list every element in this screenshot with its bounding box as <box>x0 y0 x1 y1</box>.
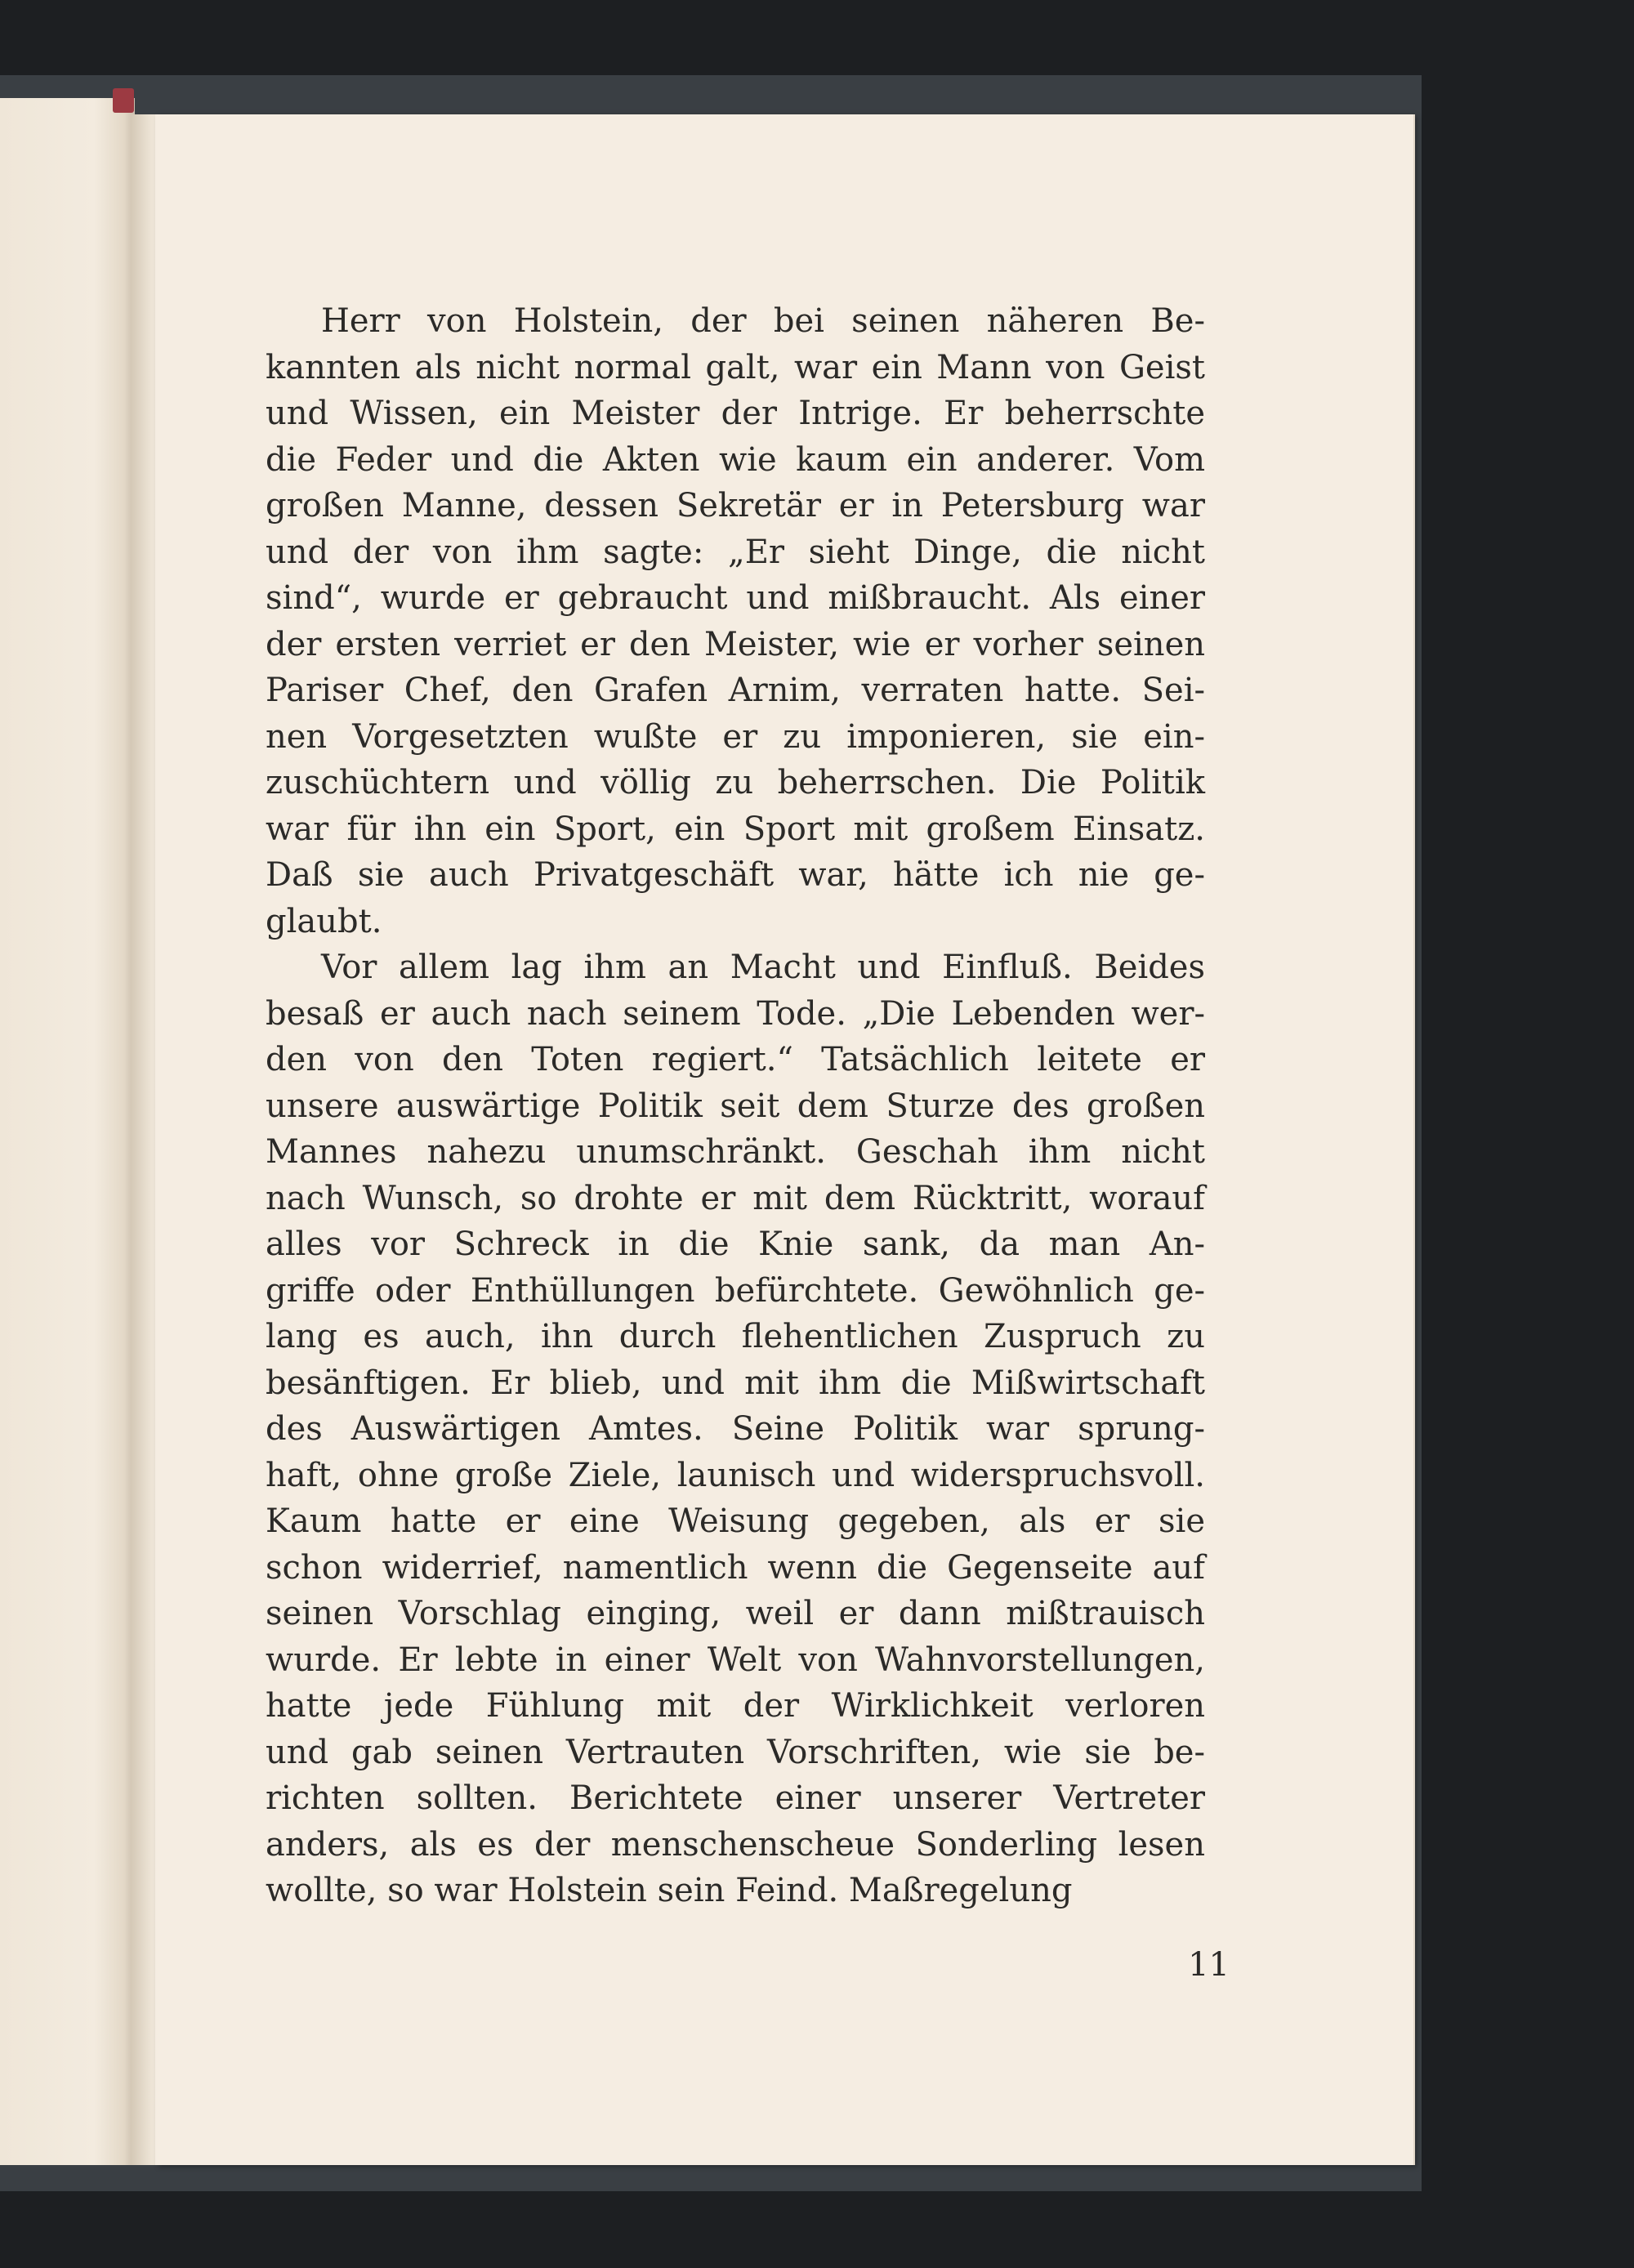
text-line: der ersten verriet er den Meister, wie er vorher seinen <box>266 625 1205 663</box>
text-line: lang es auch, ihn durch flehentlichen Zuspruch zu <box>266 1318 1205 1355</box>
previous-page-edge <box>0 98 135 2165</box>
text-line: anders, als es der menschenscheue Sonderling lesen <box>266 1825 1205 1864</box>
text-line: die Feder und die Akten wie kaum ein anderer. Vom <box>266 440 1205 479</box>
text-line: unsere auswärtige Politik seit dem Sturze des großen <box>266 1087 1205 1125</box>
text-line: besaß er auch nach seinem Tode. „Die Lebenden wer- <box>266 994 1205 1033</box>
text-line: richten sollten. Berichtete einer unserer Vertreter <box>266 1779 1205 1817</box>
text-line: haft, ohne große Ziele, launisch und widerspruchsvoll. <box>266 1456 1205 1494</box>
text-line: schon widerrief, namentlich wenn die Gegenseite auf <box>266 1548 1205 1587</box>
paragraph <box>266 298 1205 944</box>
text-line: des Auswärtigen Amtes. Seine Politik war sprung- <box>266 1410 1205 1448</box>
paragraph <box>266 944 1205 1914</box>
book-page <box>155 114 1413 2165</box>
text-line: Pariser Chef, den Grafen Arnim, verraten hatte. Sei- <box>266 672 1205 709</box>
text-line: alles vor Schreck in die Knie sank, da man An- <box>266 1226 1205 1263</box>
text-line: besänftigen. Er blieb, und mit ihm die Mißwirtschaft <box>266 1364 1205 1402</box>
text-line: wurde. Er lebte in einer Welt von Wahnvorstellungen, <box>266 1641 1205 1679</box>
text-line: griffe oder Enthüllungen befürchtete. Gewöhnlich ge- <box>266 1271 1205 1310</box>
page-text <box>266 298 1205 1914</box>
text-line: hatte jede Fühlung mit der Wirklichkeit verloren <box>266 1687 1205 1725</box>
text-line: kannten als nicht normal galt, war ein Mann von Geist <box>266 348 1205 386</box>
text-line: nach Wunsch, so drohte er mit dem Rücktritt, worauf <box>266 1179 1205 1217</box>
text-line: und der von ihm sagte: „Er sieht Dinge, die nicht <box>266 533 1205 571</box>
text-line: glaubt. <box>266 902 382 940</box>
text-line: den von den Toten regiert.“ Tatsächlich leitete er <box>266 1041 1205 1078</box>
text-line: und Wissen, ein Meister der Intrige. Er beherrschte <box>266 395 1205 432</box>
text-line: großen Manne, dessen Sekretär er in Petersburg war <box>266 487 1205 525</box>
text-line: Daß sie auch Privatgeschäft war, hätte ich nie ge- <box>266 856 1205 894</box>
page-number: 11 <box>1188 1946 1230 1984</box>
text-line: Herr von Holstein, der bei seinen näheren Be- <box>321 302 1205 340</box>
text-line: war für ihn ein Sport, ein Sport mit großem Einsatz. <box>266 810 1205 848</box>
text-line: und gab seinen Vertrauten Vorschriften, wie sie be- <box>266 1733 1205 1771</box>
text-line: sind“, wurde er gebraucht und mißbraucht. Als einer <box>266 579 1205 617</box>
text-line: nen Vorgesetzten wußte er zu imponieren, sie ein- <box>266 717 1205 756</box>
text-line: seinen Vorschlag einging, weil er dann mißtrauisch <box>266 1595 1205 1632</box>
text-line: Vor allem lag ihm an Macht und Einfluß. Beides <box>321 949 1205 986</box>
text-line: Kaum hatte er eine Weisung gegeben, als er sie <box>266 1502 1205 1540</box>
text-line: zuschüchtern und völlig zu beherrschen. Die Politik <box>266 764 1205 801</box>
text-line: wollte, so war Holstein sein Feind. Maßregelung <box>266 1872 1073 1909</box>
text-line: Mannes nahezu unumschränkt. Geschah ihm nicht <box>266 1133 1205 1171</box>
bookmark-ribbon <box>113 88 134 113</box>
